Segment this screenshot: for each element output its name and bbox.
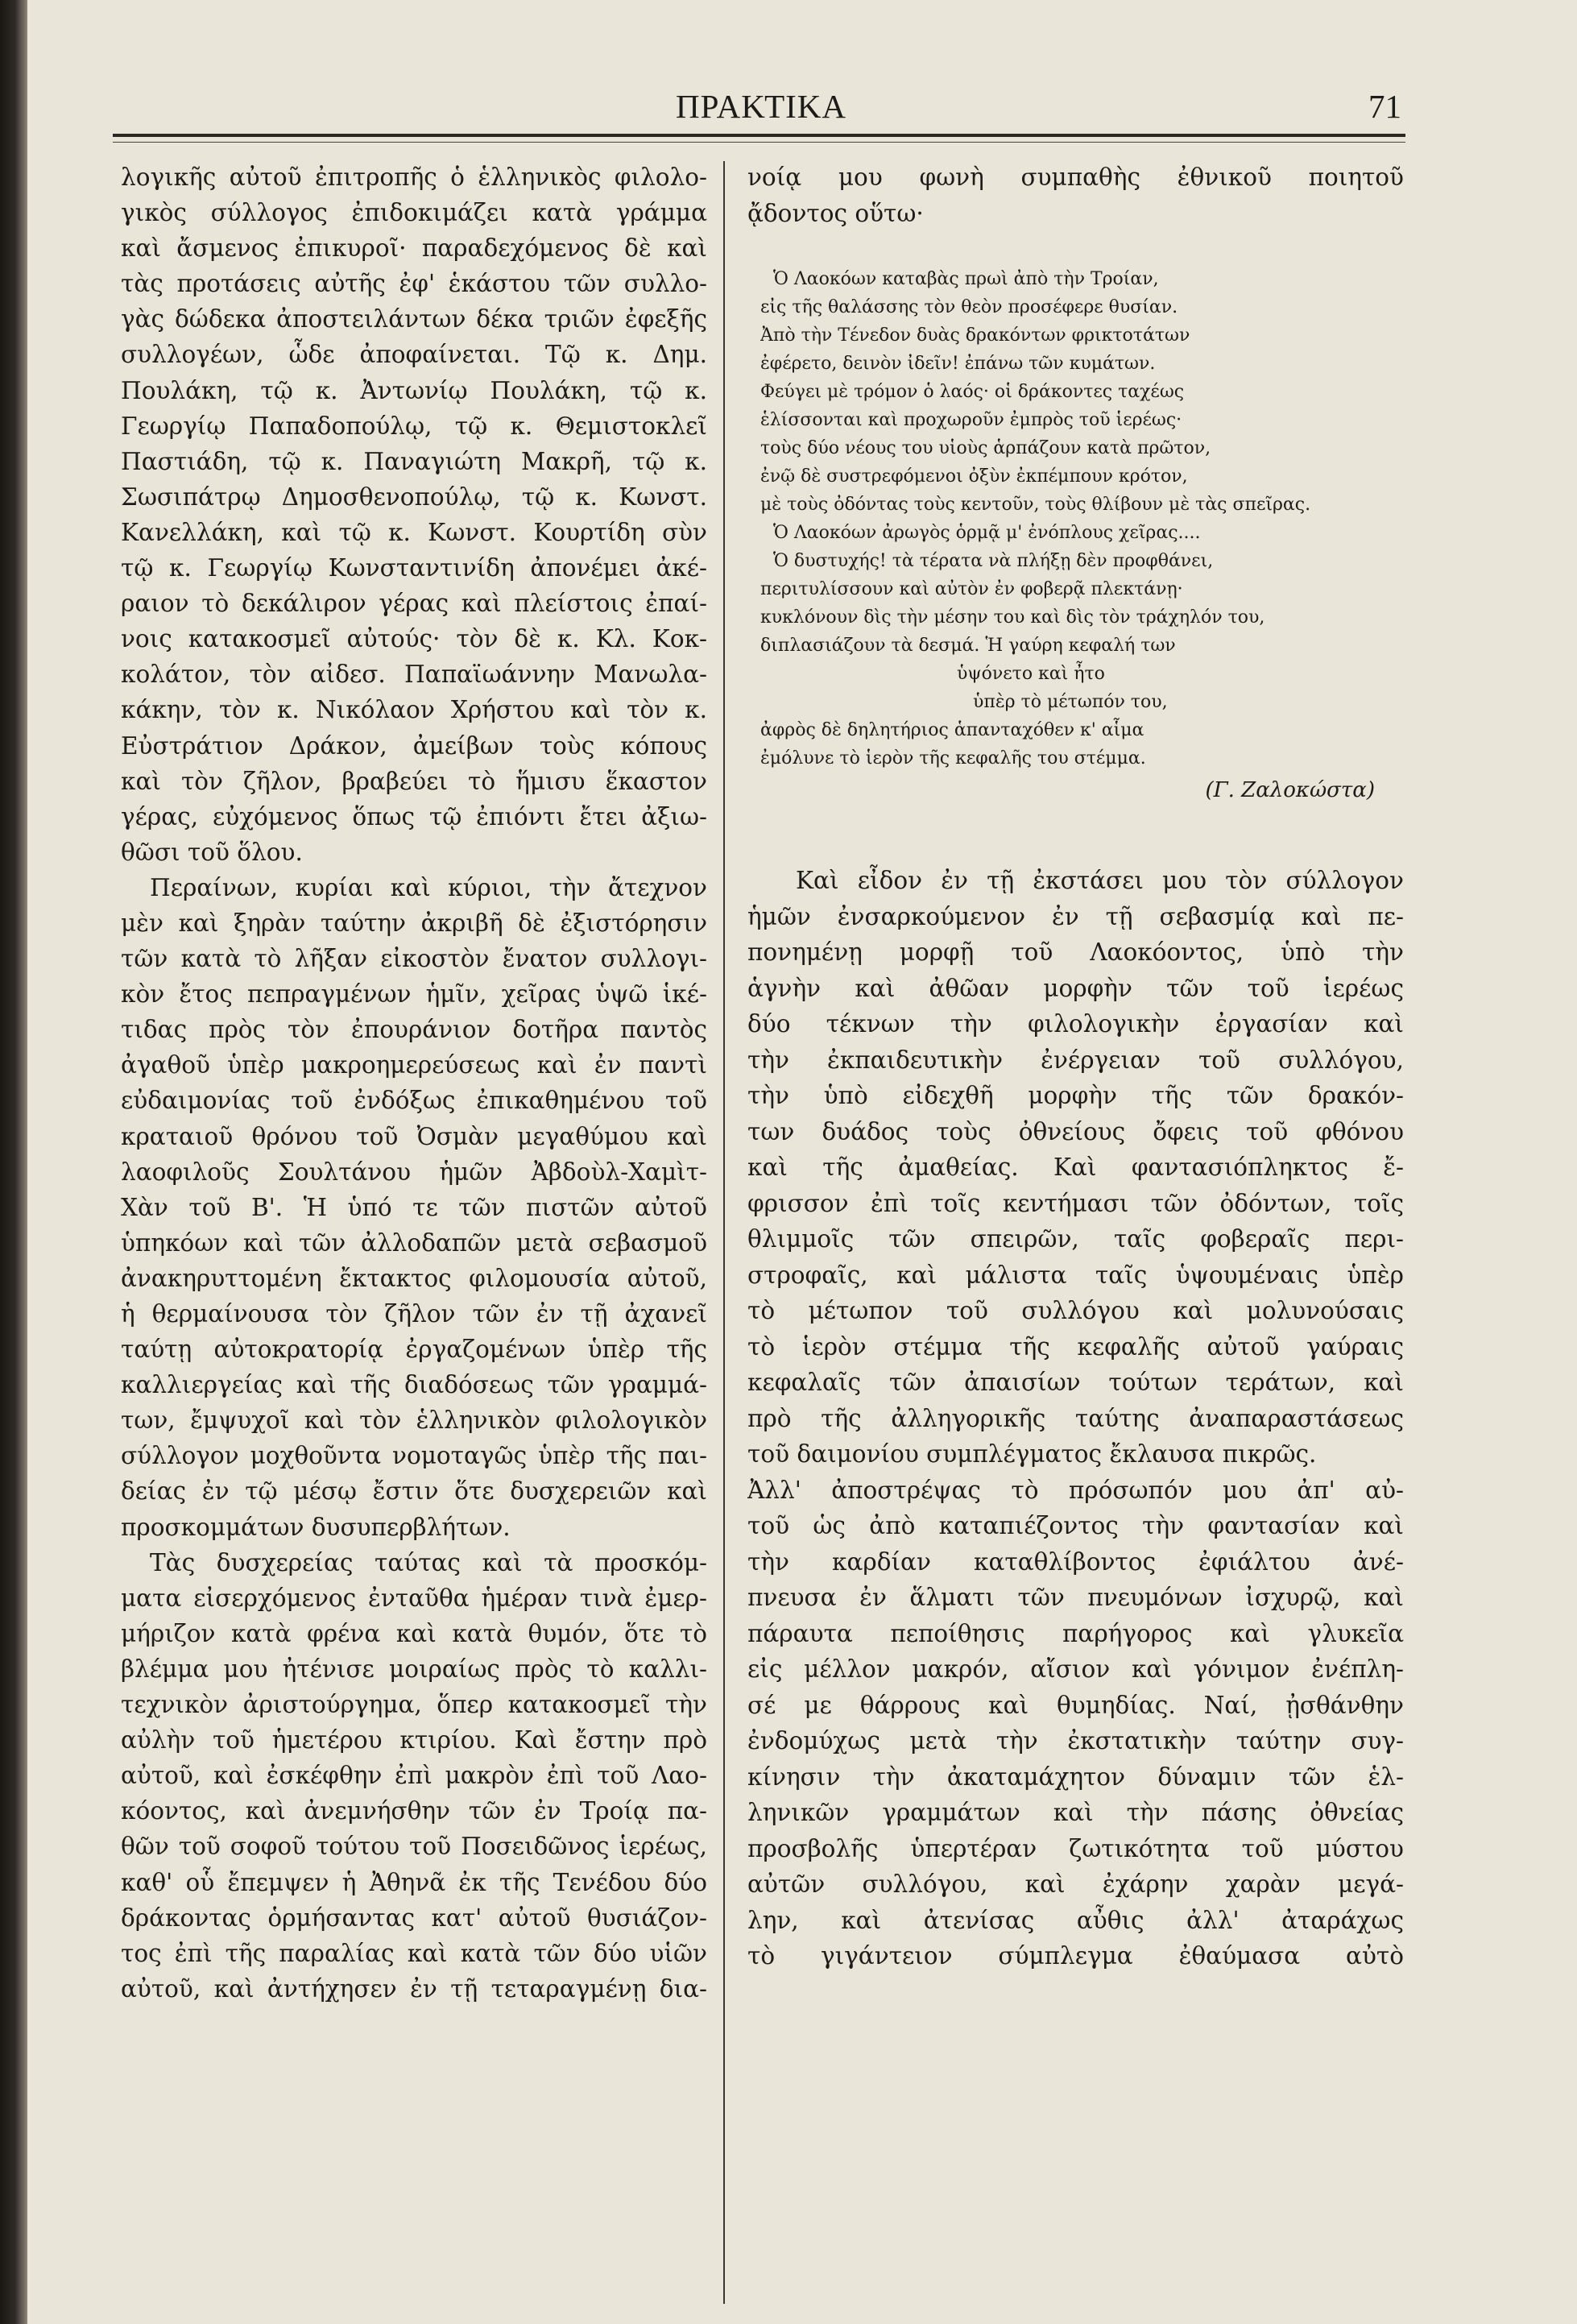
text-line: καλλιεργείας καὶ τῆς διαδόσεως τῶν γραμμά- [121, 1371, 707, 1399]
text-line: σέ με θάρρους καὶ θυμηδίας. Ναί, ᾐσθάνθην [747, 1691, 1404, 1719]
text-line: πνευσα ἐν ἅλματι τῶν πνευμόνων ἰσχυρῷ, καὶ [747, 1584, 1404, 1611]
text-line: ἡ θερμαίνουσα τὸν ζῆλον τῶν ἐν τῇ ἀχανεῖ [121, 1300, 707, 1328]
page-header [121, 87, 1401, 135]
text-line: Χὰν τοῦ Β'. Ἡ ὑπό τε τῶν πιστῶν αὐτοῦ [121, 1193, 707, 1221]
text-line: λαοφιλοῦς Σουλτάνου ἡμῶν Ἀβδοὺλ-Χαμὶτ- [121, 1158, 707, 1186]
text-line: πρὸ τῆς ἀλληγορικῆς ταύτης ἀναπαραστάσεως [747, 1404, 1404, 1432]
text-line: τοῦ δαιμονίου συμπλέγματος ἔκλαυσα πικρῶς. [747, 1440, 1317, 1468]
text-line: μήριζον κατὰ φρένα καὶ κατὰ θυμόν, ὅτε τὸ [121, 1619, 707, 1647]
text-line: καθ' οὗ ἔπεμψεν ἡ Ἀθηνᾶ ἐκ τῆς Τενέδου δύο [121, 1868, 707, 1896]
text-line: τὴν καρδίαν καταθλίβοντος ἐφιάλτου ἀνέ- [747, 1547, 1404, 1576]
text-line: εἰς μέλλον μακρόν, αἴσιον καὶ γόνιμον ἐνέπλη- [747, 1655, 1404, 1683]
text-line: Ἀλλ' ἀποστρέψας τὸ πρόσωπόν μου ἀπ' αὐ- [747, 1476, 1404, 1504]
text-line: καὶ τῆς ἀμαθείας. Καὶ φαντασιόπληκτος ἔ- [747, 1154, 1404, 1181]
text-line: κεφαλαῖς τῶν ἀπαισίων τούτων τεράτων, καὶ [747, 1369, 1404, 1396]
poem-quotation [747, 265, 1404, 808]
poem-line: ἑλίσσονται καὶ προχωροῦν ἐμπρὸς τοῦ ἱερέως· [760, 410, 1182, 430]
text-line: τὸ μέτωπον τοῦ συλλόγου καὶ μολυνούσαις [747, 1297, 1404, 1324]
text-line: αὐτῶν συλλόγου, καὶ ἐχάρην χαρὰν μεγά- [747, 1870, 1404, 1898]
text-line: λογικῆς αὐτοῦ ἐπιτροπῆς ὁ ἑλληνικὸς φιλολο- [121, 164, 707, 191]
text-line: ᾄδοντος οὕτω· [747, 199, 924, 227]
text-line: θῶν τοῦ σοφοῦ τούτου τοῦ Ποσειδῶνος ἱερέως, [121, 1833, 707, 1861]
text-line: τῷ κ. Γεωργίῳ Κωνσταντινίδη ἀπονέμει ἀκέ- [121, 554, 707, 582]
paragraph-start: Τὰς δυσχερείας ταύτας καὶ τὰ προσκόμ- [150, 1548, 707, 1576]
text-line: ματα εἰσερχόμενος ἐνταῦθα ἡμέραν τινὰ ἐμερ- [121, 1584, 707, 1612]
poem-line: ἀφρὸς δὲ δηλητήριος ἁπανταχόθεν κ' αἷμα [760, 720, 1144, 740]
text-line: λην, καὶ ἀτενίσας αὖθις ἀλλ' ἀταράχως [747, 1906, 1404, 1934]
text-line: μὲν καὶ ξηρὰν ταύτην ἀκριβῆ δὲ ἐξιστόρησιν [121, 909, 707, 937]
text-line: ληνικῶν γραμμάτων καὶ τὴν πάσης ὀθνείας [747, 1799, 1404, 1826]
text-line: κὸν ἔτος πεπραγμένων ἡμῖν, χεῖρας ὑψῶ ἱκέ- [121, 980, 707, 1009]
text-line: πάραυτα πεποίθησις παρήγορος καὶ γλυκεῖα [747, 1619, 1404, 1647]
text-line: στροφαῖς, καὶ μάλιστα ταῖς ὑψουμέναις ὑπὲρ [747, 1261, 1404, 1289]
text-line: ἡμῶν ἐνσαρκούμενον ἐν τῇ σεβασμίᾳ καὶ πε- [747, 902, 1404, 930]
text-line: κραταιοῦ θρόνου τοῦ Ὀσμὰν μεγαθύμου καὶ [121, 1122, 707, 1150]
left-column [121, 159, 707, 2007]
poem-line: ἐνῷ δὲ συστρεφόμενοι ὀξὺν ἐκπέμπουν κρότον, [760, 466, 1188, 487]
text-line: τὸ γιγάντειον σύμπλεγμα ἐθαύμασα αὐτὸ [747, 1942, 1404, 1970]
poem-line: ἐφέρετο, δεινὸν ἰδεῖν! ἐπάνω τῶν κυμάτων. [760, 354, 1156, 374]
column-divider [723, 161, 725, 2304]
poem-line: ὑπὲρ τὸ μέτωπόν του, [973, 692, 1168, 712]
text-line: κίνησιν τὴν ἀκαταμάχητον δύναμιν τῶν ἑλ- [747, 1763, 1404, 1791]
text-line: τὸ ἱερὸν στέμμα τῆς κεφαλῆς αὐτοῦ γαύραις [747, 1332, 1404, 1361]
text-line: γὰς δώδεκα ἀποστειλάντων δέκα τριῶν ἐφεξῆς [121, 305, 707, 333]
text-line: κόοντος, καὶ ἀνεμνήσθην τῶν ἐν Τροίᾳ πα- [121, 1797, 707, 1825]
text-line: Πουλάκη, τῷ κ. Ἀντωνίῳ Πουλάκη, τῷ κ. [121, 376, 707, 404]
text-line: ἐνδομύχως μετὰ τὴν ἐκστατικὴν ταύτην συγ- [747, 1727, 1404, 1754]
text-line: Κανελλάκη, καὶ τῷ κ. Κωνστ. Κουρτίδη σὺν [121, 518, 707, 546]
poem-attribution: (Γ. Ζαλοκώστα) [1205, 778, 1375, 802]
poem-line: τοὺς δύο νέους του υἱοὺς ἁρπάζουν κατὰ πρῶτον, [760, 438, 1211, 458]
text-line: τὴν ὑπὸ εἰδεχθῆ μορφὴν τῆς τῶν δρακόν- [747, 1082, 1404, 1109]
poem-line: Φεύγει μὲ τρόμον ὁ λαός· οἱ δράκοντες ταχέως [760, 382, 1185, 402]
text-line: των δυάδος τοὺς ὀθνείους ὄφεις τοῦ φθόνου [747, 1117, 1404, 1145]
text-line: δράκοντας ὁρμήσαντας κατ' αὐτοῦ θυσιάζον- [121, 1904, 707, 1932]
text-line: ταύτῃ αὐτοκρατορίᾳ ἐργαζομένων ὑπὲρ τῆς [121, 1336, 707, 1364]
section-gap [747, 808, 1404, 863]
text-line: γέρας, εὐχόμενος ὅπως τῷ ἐπιόντι ἔτει ἀξιω- [121, 802, 707, 831]
poem-line: Ὁ Λαοκόων ἀρωγὸς ὁρμᾷ μ' ἐνόπλους χεῖρας.... [773, 523, 1201, 543]
text-line: τὰς προτάσεις αὐτῆς ἐφ' ἑκάστου τῶν συλλο- [121, 270, 707, 298]
poem-line: Ὁ Λαοκόων καταβὰς πρωὶ ἀπὸ τὴν Τροίαν, [773, 269, 1159, 289]
text-line: Γεωργίῳ Παπαδοπούλῳ, τῷ κ. Θεμιστοκλεῖ [121, 412, 707, 440]
text-line: τῶν κατὰ τὸ λῆξαν εἰκοστὸν ἔνατον συλλογι- [121, 945, 707, 973]
paragraph-start: Περαίνων, κυρίαι καὶ κύριοι, τὴν ἄτεχνον [150, 873, 707, 901]
paragraph-start: Καὶ εἶδον ἐν τῇ ἐκστάσει μου τὸν σύλλογον [796, 867, 1404, 894]
text-line: νοίᾳ μου φωνὴ συμπαθὴς ἐθνικοῦ ποιητοῦ [747, 164, 1404, 191]
text-line: τεχνικὸν ἀριστούργημα, ὅπερ κατακοσμεῖ τὴν [121, 1691, 707, 1719]
text-line: προσβολῆς ὑπερτέραν ζωτικότητα τοῦ μύστου [747, 1834, 1404, 1862]
text-line: τὴν ἐκπαιδευτικὴν ἐνέργειαν τοῦ συλλόγου, [747, 1046, 1404, 1074]
text-line: τοῦ ὡς ἀπὸ καταπιέζοντος τὴν φαντασίαν καὶ [747, 1512, 1404, 1539]
text-line: ὑπηκόων καὶ τῶν ἀλλοδαπῶν μετὰ σεβασμοῦ [121, 1228, 707, 1257]
text-line: ἀνακηρυττομένη ἔκτακτος φιλομουσία αὐτοῦ, [121, 1264, 707, 1292]
text-line: αὐτοῦ, καὶ ἀντήχησεν ἐν τῇ τεταραγμένῃ δια- [121, 1974, 707, 2003]
text-line: τιδας πρὸς τὸν ἐπουράνιον δοτῆρα παντὸς [121, 1016, 707, 1044]
text-line: θλιμμοῖς τῶν σπειρῶν, ταῖς φοβεραῖς περι- [747, 1225, 1404, 1253]
text-line: εὐδαιμονίας τοῦ ἐνδόξως ἐπικαθημένου τοῦ [121, 1087, 707, 1115]
text-line: ἀγαθοῦ ὑπὲρ μακροημερεύσεως καὶ ἐν παντὶ [121, 1051, 707, 1079]
text-line: των, ἔμψυχοῖ καὶ τὸν ἑλληνικὸν φιλολογικὸν [121, 1406, 707, 1435]
text-line: ἁγνὴν καὶ ἀθῶαν μορφὴν τῶν τοῦ ἱερέως [747, 974, 1404, 1002]
text-line: δύο τέκνων τὴν φιλολογικὴν ἐργασίαν καὶ [747, 1010, 1404, 1038]
text-line: γικὸς σύλλογος ἐπιδοκιμάζει κατὰ γράμμα [121, 199, 707, 227]
text-line: αὐτοῦ, καὶ ἐσκέφθην ἐπὶ μακρὸν ἐπὶ τοῦ Λαο- [121, 1762, 707, 1790]
text-line: νοις κατακοσμεῖ αὐτούς· τὸν δὲ κ. Κλ. Κοκ- [121, 625, 707, 653]
text-line: Εὐστράτιον Δράκον, ἀμείβων τοὺς κόπους [121, 731, 707, 760]
header-rule [113, 134, 1405, 137]
text-line: προσκομμάτων δυσυπερβλήτων. [121, 1513, 511, 1541]
text-line: τος ἐπὶ τῆς παραλίας καὶ κατὰ τῶν δύο υἱῶν [121, 1939, 707, 1967]
text-line: πονημένῃ μορφῇ τοῦ Λαοκόοντος, ὑπὸ τὴν [747, 938, 1404, 966]
header-rule-thin [113, 142, 1405, 143]
text-line: κάκην, τὸν κ. Νικόλαον Χρήστου καὶ τὸν κ. [121, 696, 707, 724]
poem-line: Ἀπὸ τὴν Τένεδον δυὰς δρακόντων φρικτοτάτων [760, 325, 1190, 346]
poem-line: κυκλόνουν δὶς τὴν μέσην του καὶ δὶς τὸν τράχηλόν του, [760, 607, 1265, 628]
text-line: Παστιάδη, τῷ κ. Παναγιώτη Μακρῆ, τῷ κ. [121, 447, 707, 475]
page-number: 71 [1368, 88, 1401, 125]
text-line: δείας ἐν τῷ μέσῳ ἔστιν ὅτε δυσχερειῶν καὶ [121, 1477, 707, 1506]
text-line: αὐλὴν τοῦ ἡμετέρου κτιρίου. Καὶ ἔστην πρὸ [121, 1726, 707, 1754]
poem-line: ὑψόνετο καὶ ἦτο [957, 664, 1105, 684]
text-line: κολάτον, τὸν αἰδεσ. Παπαϊωάννην Μανωλα- [121, 661, 707, 689]
poem-line: Ὁ δυστυχής! τὰ τέρατα νὰ πλήξῃ δὲν προφθάνει, [773, 551, 1214, 571]
text-line: Σωσιπάτρῳ Δημοσθενοπούλῳ, τῷ κ. Κωνστ. [121, 483, 707, 511]
text-line: φρισσον ἐπὶ τοῖς κεντήμασι τῶν ὀδόντων, τοῖς [747, 1189, 1404, 1217]
poem-line: ἐμόλυνε τὸ ἱερὸν τῆς κεφαλῆς του στέμμα. [760, 748, 1146, 768]
text-line: θῶσι τοῦ ὅλου. [121, 838, 303, 866]
running-title: ΠΡΑΚΤΙΚΑ [675, 88, 847, 125]
book-binding-shadow [0, 0, 27, 2324]
text-line: βλέμμα μου ἠτένισε μοιραίως πρὸς τὸ καλλι- [121, 1655, 707, 1683]
poem-line: μὲ τοὺς ὀδόντας τοὺς κεντοῦν, τοὺς θλίβουν μὲ τὰς σπεῖρας. [760, 495, 1311, 515]
text-line: συλλογέων, ὧδε ἀποφαίνεται. Τῷ κ. Δημ. [121, 341, 707, 369]
poem-line: διπλασιάζουν τὰ δεσμά. Ἡ γαύρη κεφαλή των [760, 636, 1176, 656]
right-column [747, 159, 1404, 1974]
text-line: καὶ τὸν ζῆλον, βραβεύει τὸ ἥμισυ ἕκαστον [121, 767, 707, 795]
poem-line: περιτυλίσσουν καὶ αὐτὸν ἐν φοβερᾷ πλεκτάνῃ· [760, 579, 1183, 599]
text-line: ραιον τὸ δεκάλιρον γέρας καὶ πλείστοις ἐπαί- [121, 590, 707, 618]
text-line: σύλλογον μοχθοῦντα νομοταγῶς ὑπὲρ τῆς παι- [121, 1442, 707, 1470]
poem-line: εἰς τῆς θαλάσσης τὸν θεὸν προσέφερε θυσίαν. [760, 297, 1178, 317]
text-line: καὶ ἄσμενος ἐπικυροῖ· παραδεχόμενος δὲ καὶ [121, 234, 707, 263]
